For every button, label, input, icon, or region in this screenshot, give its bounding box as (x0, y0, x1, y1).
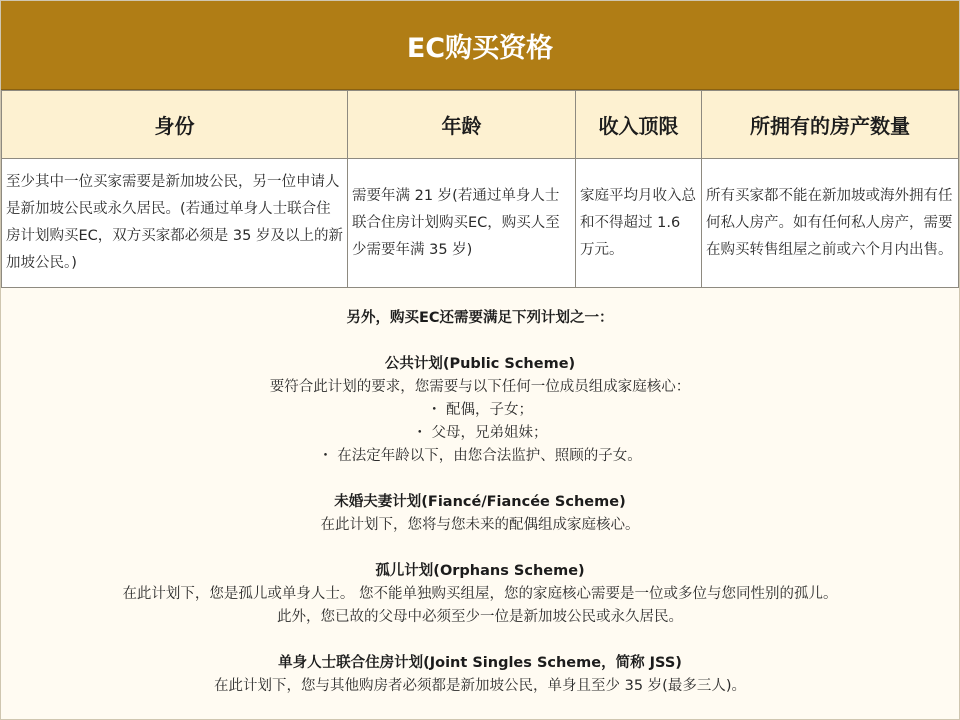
public-scheme-bullet: ・ 配偶，子女； (426, 402, 534, 418)
jss-scheme-desc: 在此计划下，您与其他购房者必须都是新加坡公民，单身且至少 35 岁(最多三人)。 (214, 678, 746, 694)
fiance-scheme-desc: 在此计划下，您将与您未来的配偶组成家庭核心。 (320, 517, 640, 533)
header-identity: 身份 (2, 91, 348, 159)
cell-identity: 至少其中一位买家需要是新加坡公民，另一位申请人是新加坡公民或永久居民。(若通过单身人士联合住房计划购买EC，双方买家都必须是 35 岁及以上的新加坡公民。) (2, 159, 348, 288)
page-title: EC购买资格 (1, 1, 959, 90)
cell-age: 需要年满 21 岁(若通过单身人士联合住房计划购买EC，购买人至少需要年满 35 岁) (348, 159, 576, 288)
table-row (2, 159, 959, 288)
eligibility-table (1, 90, 959, 288)
schemes-section (1, 288, 959, 698)
jss-scheme-title: 单身人士联合住房计划(Joint Singles Scheme，简称 JSS) (278, 655, 682, 671)
orphans-scheme-title: 孤儿计划(Orphans Scheme) (375, 563, 585, 579)
cell-property-count: 所有买家都不能在新加坡或海外拥有任何私人房产。如有任何私人房产，需要在购买转售组屋之前或六个月内出售。 (702, 159, 959, 288)
public-scheme-desc: 要符合此计划的要求，您需要与以下任何一位成员组成家庭核心： (269, 379, 691, 395)
header-income-ceiling: 收入顶限 (576, 91, 702, 159)
public-scheme-bullet: ・ 父母，兄弟姐妹； (412, 425, 548, 441)
fiance-scheme-title: 未婚夫妻计划(Fiancé/Fiancée Scheme) (334, 494, 626, 510)
header-age: 年龄 (348, 91, 576, 159)
table-header-row (2, 91, 959, 159)
header-property-count: 所拥有的房产数量 (702, 91, 959, 159)
public-scheme-title: 公共计划(Public Scheme) (384, 356, 576, 372)
orphans-scheme-desc-extra: 此外，您已故的父母中必须至少一位是新加坡公民或永久居民。 (277, 609, 683, 625)
schemes-intro: 另外，购买EC还需要满足下列计划之一： (346, 310, 614, 326)
orphans-scheme-desc: 在此计划下，您是孤儿或单身人士。 您不能单独购买组屋，您的家庭核心需要是一位或多位与您同性别的孤儿。 (122, 586, 838, 602)
cell-income-ceiling: 家庭平均月收入总和不得超过 1.6 万元。 (576, 159, 702, 288)
public-scheme-bullet: ・ 在法定年龄以下，由您合法监护、照顾的子女。 (318, 448, 642, 464)
